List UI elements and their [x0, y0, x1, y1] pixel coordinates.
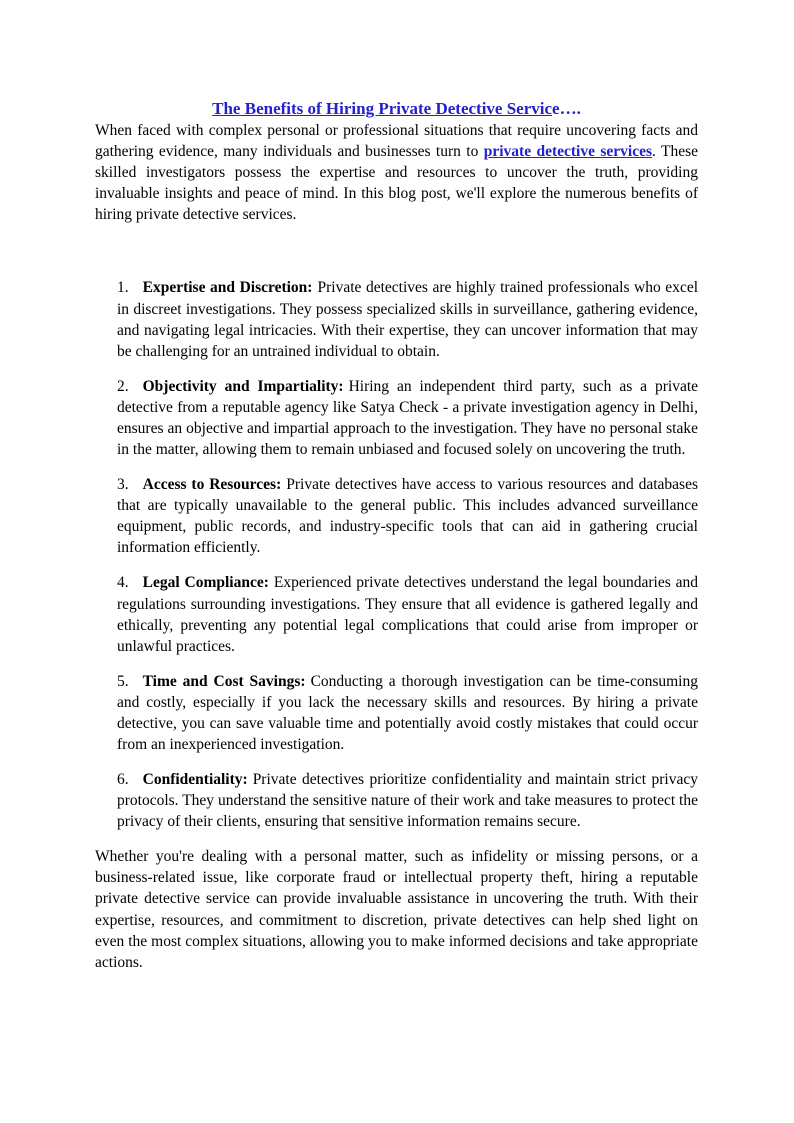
- list-item: [117, 572, 698, 656]
- list-item: [117, 671, 698, 755]
- list-item: [117, 474, 698, 558]
- list-item-heading: Objectivity and Impartiality:: [142, 377, 344, 395]
- list-item-body: Experienced private detectives understand the legal boundaries and regulations surrounding investigations. They ensure that all evidence is gathered legally and ethically, preventing any potential legal complications that could arise from improper or unlawful practices.: [117, 574, 699, 655]
- page-title: [95, 98, 698, 120]
- list-item-number: 5.: [117, 672, 129, 690]
- benefits-list: [95, 277, 698, 832]
- list-item-body: Conducting a thorough investigation can be time-consuming and costly, especially if you lack the necessary skills and resources. By hiring a private detective, you can save valuable time and potentially avoid costly mistakes that could occur from an inexperienced investigation.: [117, 672, 698, 753]
- list-item-number: 1.: [117, 279, 129, 297]
- list-item-number: 2.: [117, 377, 129, 395]
- list-item-heading: Confidentiality:: [142, 771, 248, 789]
- list-item-body: Hiring an independent third party, such as a private detective from a reputable agency like Satya Check - a private investigation agency in Delhi, ensures an objective and impartial approach to the investigation. They have no personal stake in the matter, allowing them to remain unbiased and focused solely on uncovering the truth.: [117, 377, 699, 459]
- list-item-heading: Legal Compliance:: [142, 574, 269, 592]
- list-item-body: Private detectives prioritize confidentiality and maintain strict privacy protocols. They understand the sensitive nature of their work and take measures to protect the privacy of their clients, ensuring that sensitive information remains secure.: [117, 771, 698, 831]
- intro-text-after-link: . These skilled investigators possess the expertise and resources to uncover the truth, providing invaluable insights and peace of mind. In this blog post, we'll explore the numerous benefits of hiring private detective services.: [95, 143, 699, 224]
- list-item-number: 4.: [117, 574, 129, 592]
- list-item: [117, 376, 698, 460]
- private-detective-services-link[interactable]: private detective services: [483, 143, 653, 161]
- title-underlined-text: The Benefits of Hiring Private Detective Servic: [212, 99, 553, 118]
- intro-paragraph: [95, 120, 698, 225]
- list-item-body: Private detectives are highly trained professionals who excel in discreet investigations. They possess specialized skills in surveillance, gathering evidence, and navigating legal intricacies. With their expertise, they can uncover information that may be challenging for an untrained individual to obtain.: [117, 279, 699, 360]
- list-item: [117, 277, 698, 361]
- list-item: [117, 769, 698, 832]
- list-item-heading: Time and Cost Savings:: [142, 672, 306, 690]
- list-item-number: 6.: [117, 771, 129, 789]
- closing-paragraph: Whether you're dealing with a personal matter, such as infidelity or missing persons, or a business-related issue, like corporate fraud or intellectual property theft, hiring a reputable private detective service can provide invaluable assistance in uncovering the truth. With their expertise, resources, and commitment to discretion, private detectives can help shed light on even the most complex situations, allowing you to make informed decisions and take appropriate actions.: [95, 848, 698, 971]
- intro-text-before-link: When faced with complex personal or professional situations that require uncovering facts and gathering evidence, many individuals and businesses turn to: [95, 122, 698, 161]
- list-item-heading: Access to Resources:: [142, 476, 282, 494]
- list-item-body: Private detectives have access to various resources and databases that are typically unavailable to the general public. This includes advanced surveillance equipment, public records, and industry-specific tools that can aid in gathering crucial information efficiently.: [117, 476, 698, 557]
- list-item-heading: Expertise and Discretion:: [142, 279, 313, 297]
- title-tail-text: e….: [552, 99, 581, 118]
- list-item-number: 3.: [117, 476, 129, 494]
